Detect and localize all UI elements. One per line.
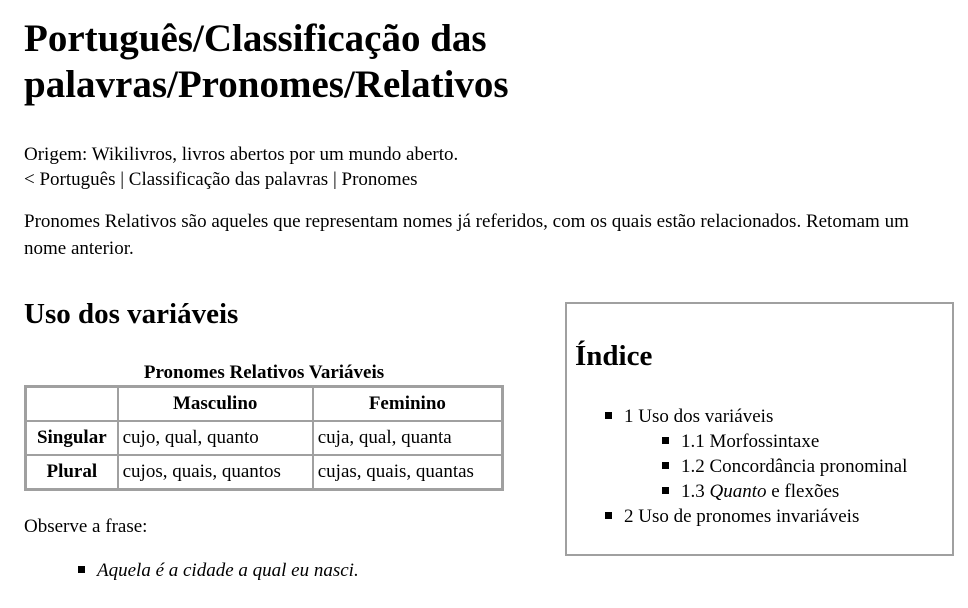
- intro-paragraph: Pronomes Relativos são aqueles que representam nomes já referidos, com os quais estão relacionados. Retomam um nome anterior.: [24, 211, 909, 259]
- origin-block: [24, 142, 954, 192]
- breadcrumb-link-pronomes[interactable]: Pronomes: [341, 169, 418, 190]
- toc-item-1-3[interactable]: [662, 479, 907, 504]
- section-heading: Uso dos variáveis: [24, 298, 239, 330]
- table-cell-plural-feminino: cujas, quais, quantas: [313, 455, 502, 489]
- pronoun-table-wrapper: [24, 361, 504, 491]
- table-row-label-plural: Plural: [26, 455, 118, 489]
- table-row: [26, 455, 502, 489]
- table-cell-plural-masculino: cujos, quais, quantos: [118, 455, 313, 489]
- example-list: [24, 558, 359, 584]
- toc-item-1-3-number[interactable]: 1.3: [681, 481, 710, 502]
- toc-item-1-3-rest[interactable]: e flexões: [766, 481, 840, 502]
- origin-text: Origem: Wikilivros, livros abertos por um mundo aberto.: [24, 144, 459, 165]
- toc-item-2-label[interactable]: 2 Uso de pronomes invariáveis: [624, 506, 860, 527]
- observe-text: Observe a frase:: [24, 516, 148, 537]
- toc-item-2[interactable]: [605, 504, 907, 529]
- toc-item-1-1-label[interactable]: 1.1 Morfossintaxe: [681, 431, 820, 452]
- toc-box: [565, 302, 954, 556]
- table-caption: Pronomes Relativos Variáveis: [143, 362, 385, 383]
- table-row-label-singular: Singular: [26, 421, 118, 455]
- toc-item-1-3-emphasis[interactable]: Quanto: [709, 481, 767, 502]
- toc-item-1[interactable]: [605, 404, 907, 504]
- table-row: [26, 421, 502, 455]
- page-title: [24, 0, 624, 108]
- breadcrumb-separator: |: [115, 169, 129, 190]
- table-header-empty: [26, 387, 118, 421]
- breadcrumb-separator: |: [328, 169, 342, 190]
- pronoun-table: [24, 385, 504, 491]
- toc-item-1-label[interactable]: 1 Uso dos variáveis: [624, 406, 774, 427]
- page-title-line1: Português/Classificação das: [24, 17, 487, 60]
- table-cell-singular-feminino: cuja, qual, quanta: [313, 421, 502, 455]
- table-header-masculino: Masculino: [118, 387, 313, 421]
- example-sentence: Aquela é a cidade a qual eu nasci.: [78, 558, 359, 584]
- toc-list: [605, 404, 907, 529]
- table-header-row: [26, 387, 502, 421]
- toc-item-1-1[interactable]: [662, 429, 907, 454]
- page-title-line2: palavras/Pronomes/Relativos: [24, 63, 509, 106]
- table-header-feminino: Feminino: [313, 387, 502, 421]
- breadcrumb-link-classificacao[interactable]: Classificação das palavras: [128, 169, 329, 190]
- toc-title: Índice: [575, 340, 653, 372]
- table-cell-singular-masculino: cujo, qual, quanto: [118, 421, 313, 455]
- breadcrumb-link-portugues[interactable]: Português: [39, 169, 116, 190]
- breadcrumb: [24, 169, 418, 190]
- breadcrumb-prefix: <: [24, 169, 40, 190]
- toc-item-1-2[interactable]: [662, 454, 907, 479]
- toc-item-1-2-label[interactable]: 1.2 Concordância pronominal: [681, 456, 908, 477]
- page-content: [24, 0, 954, 581]
